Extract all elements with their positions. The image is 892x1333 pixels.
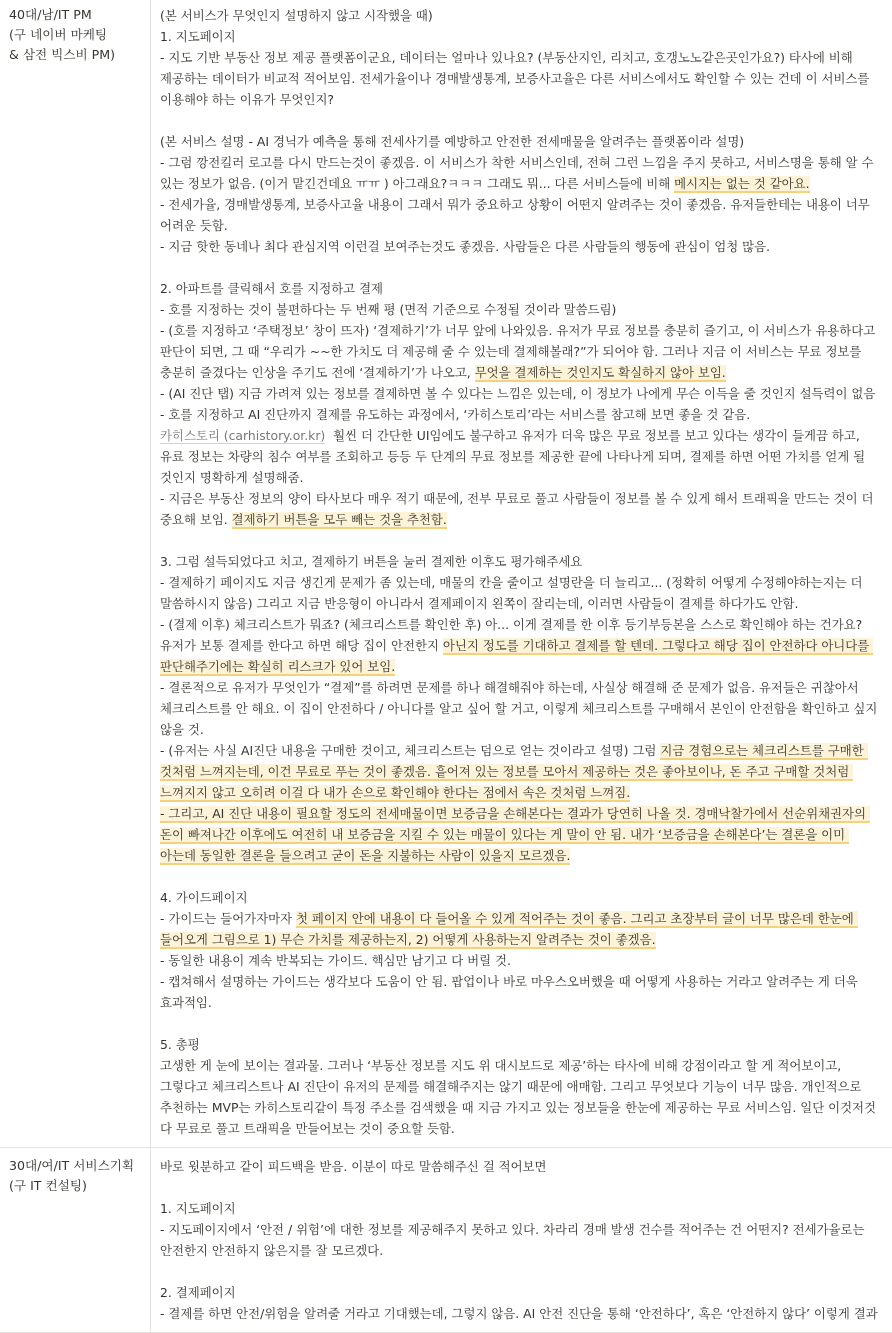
text-segment: - 동일한 내용이 계속 반복되는 가이드. 핵심만 남기고 다 버릴 것. <box>160 953 511 968</box>
text-segment: (본 서비스 설명 - AI 경닉가 예측을 통해 전세사기를 예방하고 안전한 전세매물을 알려주는 플랫폼이라 설명) <box>160 134 744 149</box>
feedback-line <box>160 110 883 131</box>
feedback-content <box>151 0 892 1148</box>
feedback-line <box>160 404 883 425</box>
feedback-line <box>160 1013 883 1034</box>
feedback-line <box>160 47 883 110</box>
feedback-line <box>160 1198 883 1219</box>
highlighted-text: 첫 페이지 안에 내용이 다 들어올 수 있게 적어주는 것이 좋음. 그리고 초장부터 글이 너무 많은데 한눈에 들어오게 그림으로 1) 무슨 가치를 제공하는지, 2) 어떻게 사용하는지 알려주는 것이 좋겠음. <box>160 911 858 949</box>
text-segment: - (유저는 사실 AI진단 내용을 구매한 것이고, 체크리스트는 덤으로 얻는 것이라고 설명) 그럼 <box>160 743 660 758</box>
feedback-line <box>160 803 883 866</box>
feedback-line <box>160 572 883 614</box>
feedback-line <box>160 614 883 677</box>
text-segment: - 호를 지정하는 것이 불편하다는 두 번째 평 (면적 기준으로 수정될 것이라 말씀드림) <box>160 302 616 317</box>
feedback-line <box>160 299 883 320</box>
text-segment: - 캡쳐해서 설명하는 가이드는 생각보다 도움이 안 됨. 팝업이나 바로 마우스오버했을 때 어떻게 사용하는 거라고 알려주는 게 더욱 효과적임. <box>160 974 862 1010</box>
text-segment: 3. 그럼 설득되었다고 치고, 결제하기 버튼을 눌러 결제한 이후도 평가해주세요 <box>160 554 582 569</box>
feedback-line <box>160 1261 883 1282</box>
feedback-line <box>160 152 883 194</box>
feedback-line <box>160 383 883 404</box>
text-segment: - 전세가율, 경매발생통계, 보증사고율 내용이 그래서 뭐가 중요하고 상황이 어떤지 알려주는 것이 좋겠음. 유저들한테는 내용이 너무 어려운 듯함. <box>160 197 874 233</box>
highlighted-text: 결제하기 버튼을 모두 빼는 것을 추천함. <box>232 512 447 529</box>
feedback-line <box>160 677 883 740</box>
text-segment: - 결제하기 페이지도 지금 생긴게 문제가 좀 있는데, 매물의 칸을 줄이고 설명란을 더 늘리고... (정확히 어떻게 수정해야하는지는 더 말씀하시지 않음) 그리고 지금 반응형이 아니라서 결제페이지 왼쪽이 잘리는데, 이러면 사람들이 결제를 하다가도 안함. <box>160 575 866 611</box>
text-segment: - 지금은 부동산 정보의 양이 타사보다 매우 적기 때문에, 전부 무료로 풀고 사람들이 정보를 볼 수 있게 해서 트래픽을 만드는 것이 더 중요해 보임. <box>160 491 877 527</box>
feedback-line <box>160 530 883 551</box>
text-segment: - 가이드는 들어가자마자 <box>160 911 296 926</box>
text-segment: 훨씬 더 간단한 UI임에도 불구하고 유저가 더욱 많은 무료 정보를 보고 있다는 생각이 들게끔 하고, 유료 정보는 차량의 침수 여부를 조회하고 등등 두 단계의 무료 정보를 제공한 끝에 나타나게 되며, 결제를 하면 어떤 가치를 얻게 될 것인지 명확하게 설명해줌. <box>160 428 869 485</box>
feedback-line <box>160 425 883 488</box>
text-segment: 2. 결제페이지 <box>160 1285 236 1300</box>
text-segment: 바로 윗분하고 같이 피드백을 받음. 이분이 따로 말씀해주신 걸 적어보면 <box>160 1159 547 1174</box>
reviewer-profile: 30대/여/IT 서비스기획 (구 IT 컨설팅) <box>0 1148 151 1333</box>
feedback-line <box>160 1219 883 1261</box>
text-segment: - 결제를 하면 안전/위험을 알려줄 거라고 기대했는데, 그렇지 않음. AI 안전 진단을 통해 ‘안전하다’, 혹은 ‘안전하지 않다’ 이렇게 결과 <box>160 1306 878 1321</box>
text-segment: - 지금 핫한 동네나 최다 관심지역 이런걸 보여주는것도 좋겠음. 사람들은 다른 사람들의 행동에 관심이 엄청 많음. <box>160 239 770 254</box>
feedback-line <box>160 866 883 887</box>
feedback-content <box>151 1148 892 1333</box>
feedback-line <box>160 236 883 257</box>
feedback-line <box>160 1034 883 1055</box>
text-segment: - (결제 이후) 체크리스트가 뭐죠? (체크리스트를 확인한 후) 아... 이게 결제를 한 이후 등기부등본을 스스로 확인해야 하는 건가요? 유저가 보통 결제를 한다고 하면 해당 집이 안전한지 <box>160 617 866 653</box>
feedback-line <box>160 1055 883 1139</box>
text-segment: 2. 아파트를 클릭해서 호를 지정하고 결제 <box>160 281 383 296</box>
feedback-line <box>160 551 883 572</box>
feedback-line <box>160 194 883 236</box>
highlighted-text: 지금 경험으로는 체크리스트를 구매한 것처럼 느껴지는데, 이건 무료로 푸는 것이 좋겠음. 흩어져 있는 정보를 모아서 제공하는 것은 좋아보이나, 돈 주고 구매할 것처럼 느껴지지 않고 오히려 이걸 다 내가 손으로 확인해야 한다는 점에서 속은 것처럼 느껴짐. <box>160 743 868 802</box>
feedback-line <box>160 1282 883 1303</box>
feedback-line <box>160 26 883 47</box>
feedback-line <box>160 887 883 908</box>
feedback-line <box>160 908 883 950</box>
text-segment: - 결론적으로 유저가 무엇인가 “결제”를 하려면 문제를 하나 해결해줘야 하는데, 사실상 해결해 준 문제가 없음. 유저들은 귀찮아서 체크리스트를 안 해요. 이 집이 안전하다 / 아니다를 알고 싶어 할 거고, 이렇게 체크리스트를 구매해서 본인이 안전함을 확인하고 싶지 않을 것. <box>160 680 881 737</box>
feedback-line <box>160 971 883 1013</box>
feedback-line <box>160 257 883 278</box>
text-segment: - (호를 지정하고 ‘주택정보’ 창이 뜨자) ‘결제하기’가 너무 앞에 나와있음. 유저가 무료 정보를 충분히 즐기고, 이 서비스가 유용하다고 판단이 되면, 그 때 “우리가 ~~한 가치도 더 제공해 줄 수 있는데 결제해볼래?”가 되어야 함. 그러나 지금 이 서비스는 무료 정보를 충분히 즐겼다는 인상을 주기도 전에 ‘결제하기’가 나오고, <box>160 323 879 380</box>
reviewer-profile: 40대/남/IT PM (구 네이버 마케팅 & 삼전 빅스비 PM) <box>0 0 151 1148</box>
text-segment: (본 서비스가 무엇인지 설명하지 않고 시작했을 때) <box>160 8 433 23</box>
text-segment: 5. 총평 <box>160 1037 200 1052</box>
feedback-line <box>160 1303 883 1324</box>
text-segment: - (AI 진단 탭) 지금 가려져 있는 정보를 결제하면 볼 수 있다는 느낌은 있는데, 이 정보가 나에게 무슨 이득을 줄 것인지 설득력이 없음 <box>160 386 875 401</box>
feedback-line <box>160 740 883 803</box>
highlighted-text: 메시지는 없는 것 같아요. <box>674 176 809 193</box>
text-segment: - 지도 기반 부동산 정보 제공 플랫폼이군요, 데이터는 얼마나 있나요? (부동산지인, 리치고, 호갱노노같은곳인가요?) 타사에 비해 제공하는 데이터가 비교적 적어보임. 전세가율이나 경매발생통계, 보증사고율은 다른 서비스에서도 확인할 수 있는 건데 이 서비스를 이용해야 하는 이유가 무엇인지? <box>160 50 873 107</box>
highlighted-text: 아닌지 정도를 기대하고 결제를 할 텐데. 그렇다고 해당 집이 안전하다 아니다를 판단해주기에는 확실히 리스크가 있어 보임. <box>160 638 873 676</box>
feedback-line <box>160 320 883 383</box>
text-segment: - 지도페이지에서 ‘안전 / 위험’에 대한 정보를 제공해주지 못하고 있다. 차라리 경매 발생 건수를 적어주는 건 어떤지? 전세가율로는 안전한지 안전하지 않은지를 잘 모르겠다. <box>160 1222 868 1258</box>
text-segment: 1. 지도페이지 <box>160 29 236 44</box>
text-segment: 고생한 게 눈에 보이는 결과물. 그러나 ‘부동산 정보를 지도 위 대시보드로 제공’하는 타사에 비해 강점이라고 할 게 적어보이고, 그렇다고 체크리스트나 AI 진단이 유저의 문제를 해결해주지는 않기 때문에 애매함. 그리고 무엇보다 기능이 너무 많음. 개인적으로 추천하는 MVP는 카히스토리같이 특정 주소를 검색했을 때 지금 가지고 있는 정보들을 한눈에 제공하는 무료 서비스임. 일단 이것저것 다 무료로 풀고 트래픽을 만들어보는 것이 중요할 듯함. <box>160 1058 880 1136</box>
feedback-line <box>160 950 883 971</box>
feedback-line <box>160 1156 883 1177</box>
text-segment: - 그럼 깡전킬러 로고를 다시 만드는것이 좋겠음. 이 서비스가 착한 서비스인데, 전혀 그런 느낌을 주지 못하고, 서비스명을 통해 알 수 있는 정보가 없음. (이거 맡긴건데요 ㅠㅠ ) 아그래요?ㅋㅋㅋ 그래도 뭐... 다른 서비스들에 비해 <box>160 155 877 191</box>
carhistory-link[interactable]: 카히스토리 (carhistory.or.kr) <box>160 428 325 444</box>
feedback-line <box>160 488 883 530</box>
feedback-line <box>160 278 883 299</box>
text-segment: - 호를 지정하고 AI 진단까지 결제를 유도하는 과정에서, ‘카히스토리’라는 서비스를 참고해 보면 좋을 것 같음. <box>160 407 750 422</box>
text-segment: 1. 지도페이지 <box>160 1201 236 1216</box>
highlighted-text: 무엇을 결제하는 것인지도 확실하지 않아 보임. <box>475 365 726 382</box>
highlighted-text: - 그리고, AI 진단 내용이 필요할 정도의 전세매물이면 보증금을 손해본다는 결과가 당연히 나올 것. 경매낙찰가에서 선순위채권자의 돈이 빠져나간 이후에도 여전히 내 보증금을 지킬 수 있는 매물이 있다는 게 말이 안 됨. 내가 ‘보증금을 손해본다’는 결론을 이미 아는데 동일한 결론을 들으려고 굳이 돈을 지불하는 사람이 있을지 모르겠음. <box>160 806 870 865</box>
feedback-line <box>160 5 883 26</box>
feedback-line <box>160 1177 883 1198</box>
text-segment: 4. 가이드페이지 <box>160 890 248 905</box>
feedback-line <box>160 131 883 152</box>
feedback-row <box>0 1148 892 1333</box>
